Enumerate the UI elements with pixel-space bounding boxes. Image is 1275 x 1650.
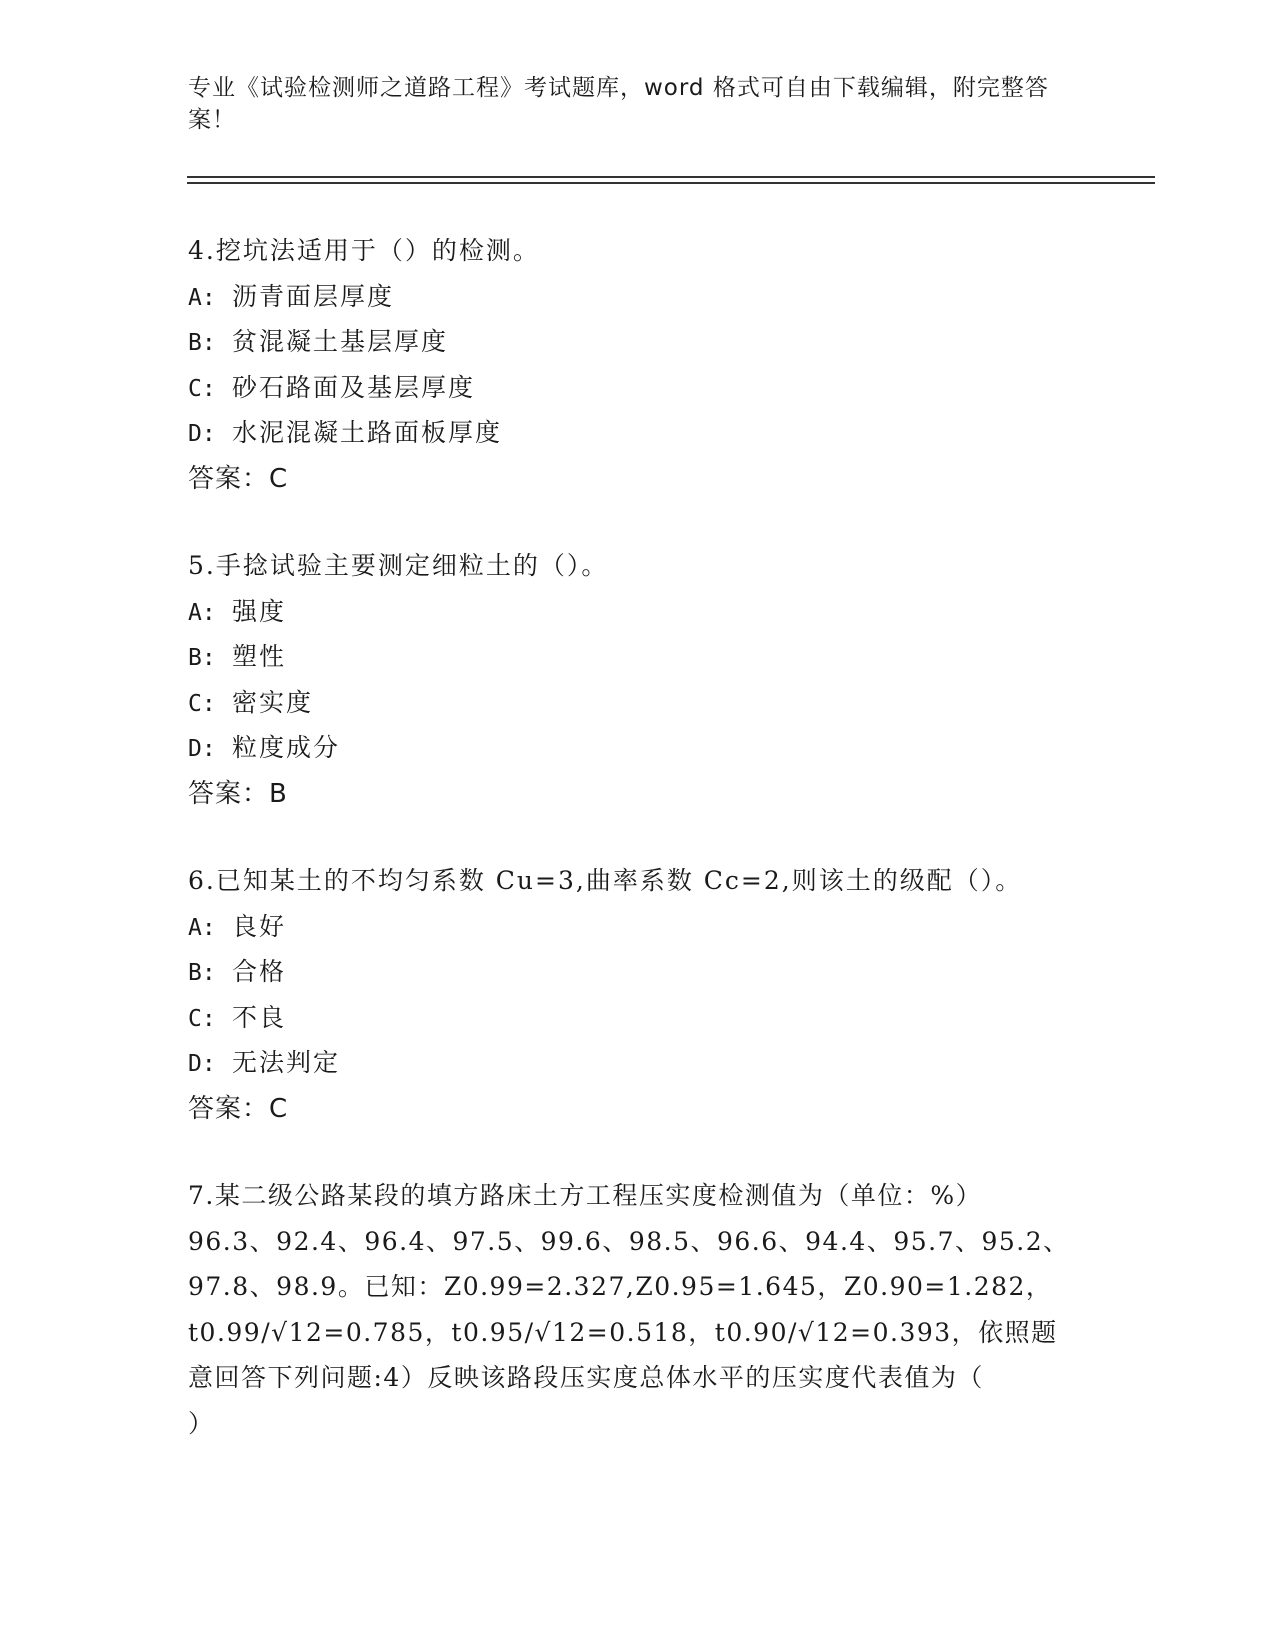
stem-line-4: t0.99/√12=0.785，t0.95/√12=0.518，t0.90/√12=0.393，依照题 (188, 1317, 1058, 1347)
question-4 (188, 228, 1068, 502)
option-letter: B: (188, 645, 216, 671)
option-letter: C: (188, 1005, 216, 1032)
question-5 (188, 543, 1068, 817)
option-b (188, 634, 1068, 680)
option-letter: D: (188, 736, 216, 762)
stem-line-2: 96.3、92.4、96.4、97.5、99.6、98.5、96.6、94.4、95.7、95.2、 (188, 1226, 1070, 1256)
option-a (188, 904, 1068, 950)
option-text: 合格 (232, 957, 287, 986)
option-text: 砂石路面及基层厚度 (232, 372, 476, 402)
option-c (188, 680, 1068, 726)
option-text: 贫混凝土基层厚度 (232, 327, 449, 356)
option-text: 良好 (232, 911, 287, 941)
option-letter: C: (188, 690, 216, 717)
question-stem: 5.手捻试验主要测定细粒土的（）。 (188, 551, 609, 580)
option-letter: D: (188, 421, 216, 447)
option-text: 密实度 (232, 687, 314, 717)
question-stem: 6.已知某土的不均匀系数 Cu=3,曲率系数 Cc=2,则该土的级配（）。 (188, 866, 1023, 895)
option-text: 水泥混凝土路面板厚度 (232, 418, 503, 447)
option-a (188, 589, 1068, 635)
answer-label: 答案：C (188, 1093, 289, 1124)
option-text: 不良 (232, 1002, 287, 1032)
option-d (188, 410, 1068, 456)
option-d (188, 725, 1068, 771)
option-d (188, 1040, 1068, 1086)
answer-label: 答案：C (188, 463, 289, 494)
option-letter: A: (188, 599, 216, 626)
option-text: 无法判定 (232, 1048, 341, 1077)
option-letter: A: (188, 914, 216, 941)
option-text: 塑性 (232, 642, 287, 671)
option-b (188, 319, 1068, 365)
option-text: 强度 (232, 596, 287, 626)
question-7 (188, 1173, 1068, 1446)
header-divider-top (187, 176, 1155, 178)
answer-label: 答案：B (188, 778, 288, 809)
option-letter: B: (188, 330, 216, 356)
question-stem (188, 1173, 1068, 1446)
option-letter: A: (188, 284, 216, 311)
option-text: 粒度成分 (232, 733, 341, 762)
option-a (188, 274, 1068, 320)
document-header (188, 72, 1068, 136)
option-b (188, 949, 1068, 995)
option-text: 沥青面层厚度 (232, 281, 395, 311)
option-c (188, 995, 1068, 1041)
stem-line-5: 意回答下列问题:4）反映该路段压实度总体水平的压实度代表值为（ (188, 1363, 984, 1392)
header-line-2: 案！ (188, 107, 236, 133)
stem-line-1: 7.某二级公路某段的填方路床土方工程压实度检测值为（单位：%） (188, 1181, 983, 1210)
stem-line-6: ） (188, 1408, 215, 1438)
header-line-1: 专业《试验检测师之道路工程》考试题库，word 格式可自由下载编辑，附完整答 (188, 75, 1049, 101)
option-letter: B: (188, 960, 216, 986)
option-c (188, 365, 1068, 411)
question-stem: 4.挖坑法适用于（）的检测。 (188, 236, 540, 265)
stem-line-3: 97.8、98.9。已知：Z0.99=2.327,Z0.95=1.645，Z0.90=1.282， (188, 1272, 1053, 1301)
header-divider-bottom (187, 182, 1155, 184)
option-letter: D: (188, 1051, 216, 1077)
question-6 (188, 858, 1068, 1132)
option-letter: C: (188, 375, 216, 402)
